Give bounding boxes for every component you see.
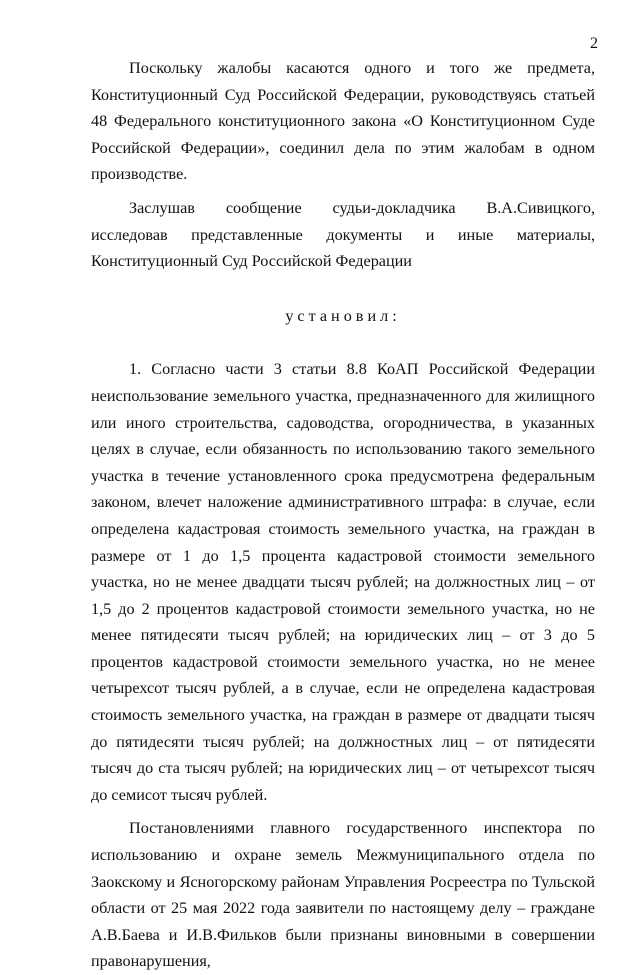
- paragraph-joinder: Поскольку жалобы касаются одного и того же предмета, Конституционный Суд Российской Федерации, руководствуясь статьей 48 Федерального конституционного закона «О Конституционном Суде Российской Федерации», соединил дела по этим жалобам в одном производстве.: [91, 59, 595, 184]
- document-body: [91, 55, 595, 975]
- paragraph-hearing: Заслушав сообщение судьи-докладчика В.А.Сивицкого, исследовав представленные документы и иные материалы, Конституционный Суд Российской Федерации: [91, 198, 595, 271]
- page-number: 2: [590, 35, 598, 52]
- paragraph-article-8-8: 1. Согласно части 3 статьи 8.8 КоАП Российской Федерации неиспользование земельного участка, предназначенного для жилищного или иного строительства, садоводства, огородничества, в указанных целях в случае, если обязанность по использованию такого земельного участка в течение установленного срока предусмотрена федеральным законом, влечет наложение административного штрафа: в случае, если определена кадастровая стоимость земельного участка, на граждан в размере от 1 до 1,5 процента кадастровой стоимости земельного участка, но не менее двадцати тысяч рублей; на должностных лиц – от 1,5 до 2 процентов кадастровой стоимости земельного участка, но не менее пятидесяти тысяч рублей; на юридических лиц – от 3 до 5 процентов кадастровой стоимости земельного участка, но не менее четырехсот тысяч рублей, а в случае, если не определена кадастровая стоимость земельного участка, на граждан в размере от двадцати тысяч до пятидесяти тысяч рублей; на должностных лиц – от пятидесяти тысяч до ста тысяч рублей; на юридических лиц – от четырехсот тысяч до семисот тысяч рублей.: [91, 360, 595, 804]
- section-heading: установил:: [285, 306, 401, 325]
- paragraph-resolutions: Постановлениями главного государственного инспектора по использованию и охране земель Межмуниципального отдела по Заокскому и Ясногорскому районам Управления Росреестра по Тульской области от 25 мая 2022 года заявители по настоящему делу – граждане А.В.Баева и И.В.Фильков были признаны виновными в совершении правонарушения,: [91, 819, 595, 971]
